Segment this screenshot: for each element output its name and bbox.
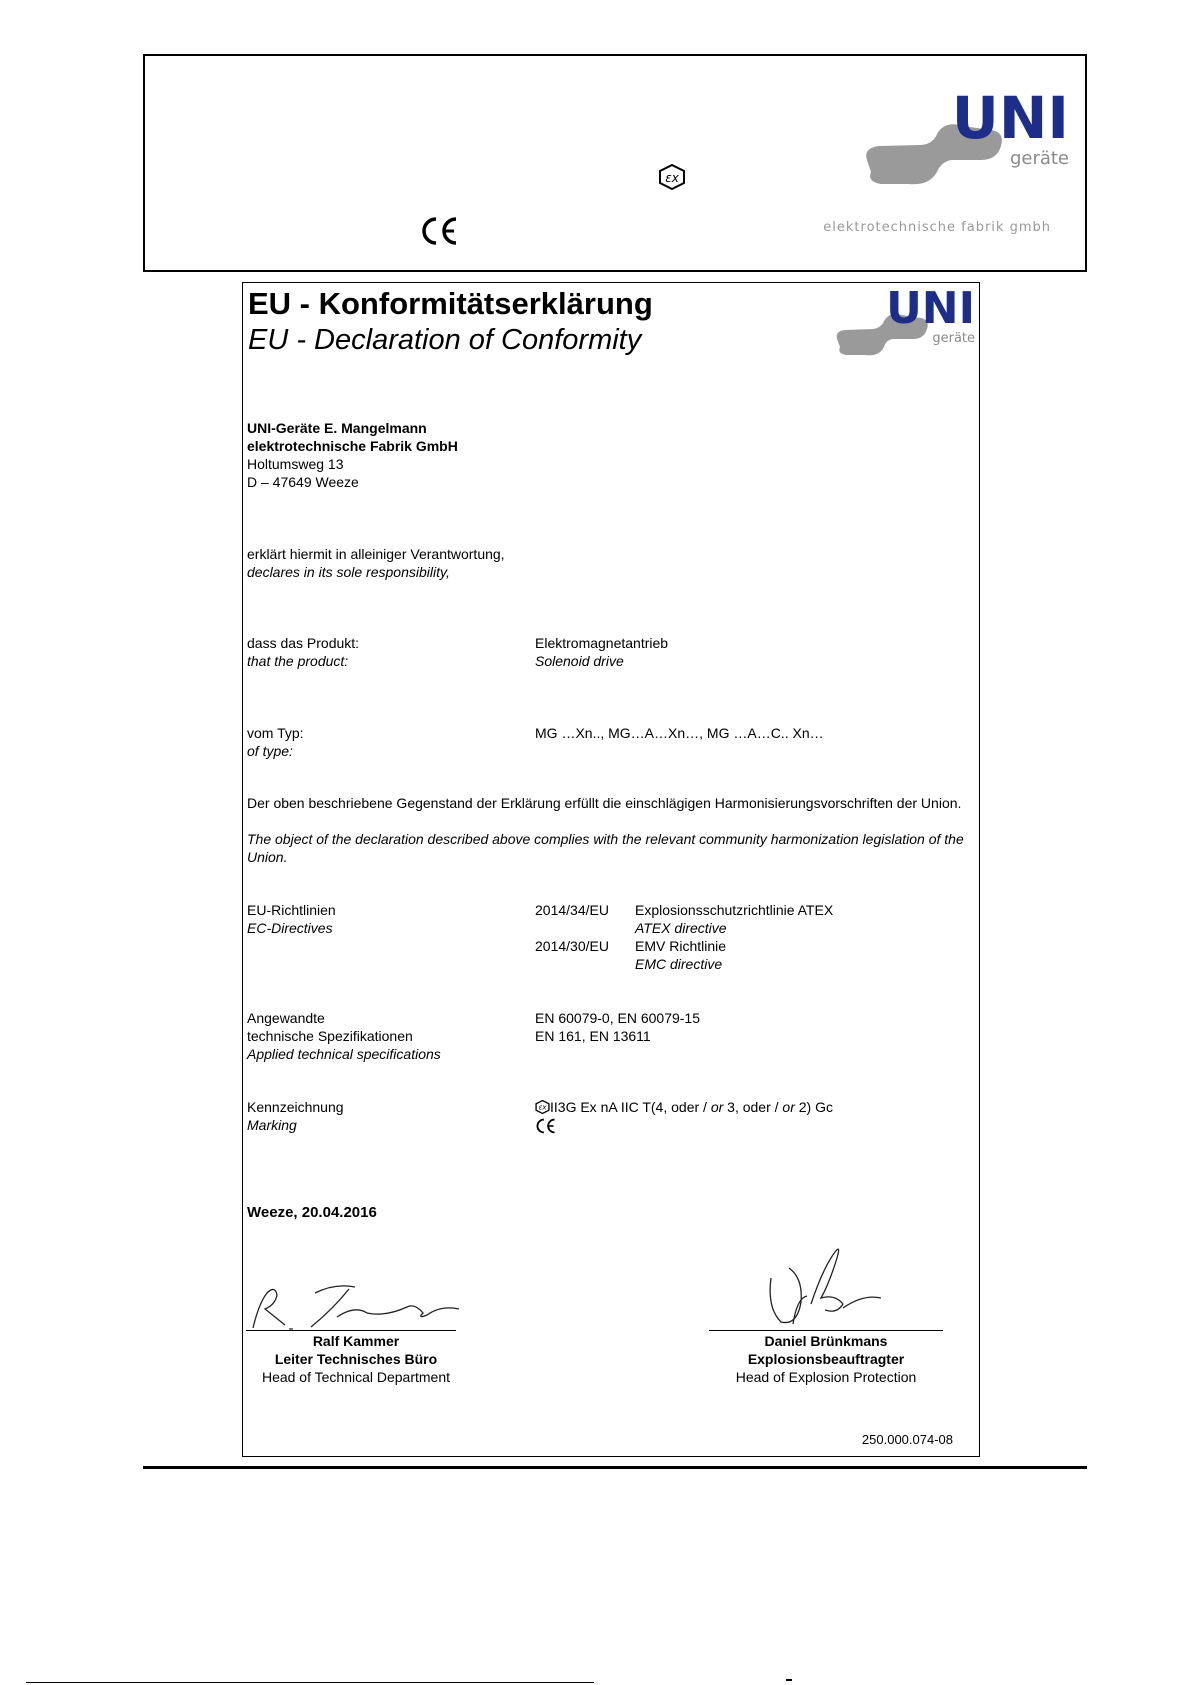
declaration-certificate [242, 282, 980, 1457]
footer-mark [786, 1679, 792, 1681]
product-value-en: Solenoid drive [535, 653, 624, 669]
marking-part: II3G Ex nA IIC T(4, oder / [550, 1099, 711, 1115]
directive-name-de: EMV Richtlinie [635, 938, 727, 954]
signatory-left [246, 1332, 466, 1386]
uni-logo-small [835, 285, 977, 357]
directive-name-de: Explosionsschutzrichtlinie ATEX [635, 902, 834, 918]
signatory-role-de: Explosionsbeauftragter [747, 1351, 905, 1367]
ex-mark-icon [535, 1100, 550, 1114]
ex-mark-icon [658, 164, 686, 190]
signatory-right [699, 1332, 953, 1386]
statement-en: The object of the declaration described above complies with the relevant community harmonization legislation of the Union. [247, 831, 964, 865]
uni-logo [863, 90, 1073, 186]
signatory-name: Ralf Kammer [312, 1333, 400, 1349]
signatory-role-en: Head of Explosion Protection [735, 1369, 917, 1385]
logo-text: UNI [951, 90, 1069, 152]
svg-text:εx: εx [665, 171, 679, 185]
directives-label-de: EU-Richtlinien [247, 902, 336, 918]
specs-value-2: EN 161, EN 13611 [535, 1028, 651, 1044]
product-label-en: that the product: [247, 653, 349, 669]
signature-right [763, 1238, 893, 1328]
svg-text:εx: εx [538, 1103, 547, 1112]
product-value-de: Elektromagnetantrieb [535, 635, 669, 651]
manufacturer-name-1: UNI-Geräte E. Mangelmann [247, 420, 427, 436]
marking-or: or [782, 1099, 795, 1115]
company-tagline: elektrotechnische fabrik gmbh [823, 220, 1051, 235]
type-label-en: of type: [247, 743, 293, 759]
directive-code: 2014/30/EU [535, 938, 609, 954]
signatory-name: Daniel Brünkmans [764, 1333, 888, 1349]
logo-text: UNI [886, 285, 975, 334]
directive-name-en: EMC directive [635, 956, 723, 972]
signature-left [245, 1273, 475, 1333]
directive-name-en: ATEX directive [635, 920, 727, 936]
directives-label-en: EC-Directives [247, 920, 333, 936]
header-box [143, 54, 1087, 272]
title-de: EU - Konformitätserklärung [248, 286, 653, 321]
ce-mark-icon [535, 1118, 557, 1134]
document-number: 250.000.074-08 [861, 1432, 953, 1447]
logo-sub: geräte [1009, 148, 1069, 169]
marking-label-de: Kennzeichnung [247, 1099, 344, 1115]
specs-value-1: EN 60079-0, EN 60079-15 [535, 1010, 700, 1026]
type-label-de: vom Typ: [247, 725, 304, 741]
specs-label-en: Applied technical specifications [247, 1046, 441, 1062]
signature-line-left [246, 1330, 456, 1331]
directive-code: 2014/34/EU [535, 902, 609, 918]
type-value: MG …Xn.., MG…A…Xn…, MG …A…C.. Xn… [535, 725, 824, 741]
marking-part: 3, oder / [723, 1099, 783, 1115]
declares-en: declares in its sole responsibility, [247, 564, 450, 580]
statement-de: Der oben beschriebene Gegenstand der Erklärung erfüllt die einschlägigen Harmonisierungsvorschriften der Union. [247, 795, 962, 811]
marking-value [535, 1098, 833, 1116]
signatory-role-de: Leiter Technisches Büro [274, 1351, 438, 1367]
marking-or: or [710, 1099, 724, 1115]
logo-sub: geräte [932, 331, 975, 346]
product-label-de: dass das Produkt: [247, 635, 360, 651]
marking-part: 2) Gc [794, 1099, 833, 1115]
manufacturer-street: Holtumsweg 13 [247, 456, 344, 472]
place-date: Weeze, 20.04.2016 [247, 1204, 377, 1221]
footer-rule [26, 1682, 594, 1683]
ce-mark-icon [420, 216, 460, 246]
specs-label-de-1: Angewandte [247, 1010, 325, 1026]
manufacturer-name-2: elektrotechnische Fabrik GmbH [247, 438, 458, 454]
manufacturer-city: D – 47649 Weeze [247, 474, 359, 490]
specs-label-de-2: technische Spezifikationen [247, 1028, 413, 1044]
bottom-rule [143, 1466, 1087, 1469]
declares-de: erklärt hiermit in alleiniger Verantwortung, [247, 546, 505, 562]
signature-line-right [709, 1330, 943, 1331]
signatory-role-en: Head of Technical Department [261, 1369, 451, 1385]
marking-label-en: Marking [247, 1117, 297, 1133]
title-en: EU - Declaration of Conformity [248, 324, 642, 356]
